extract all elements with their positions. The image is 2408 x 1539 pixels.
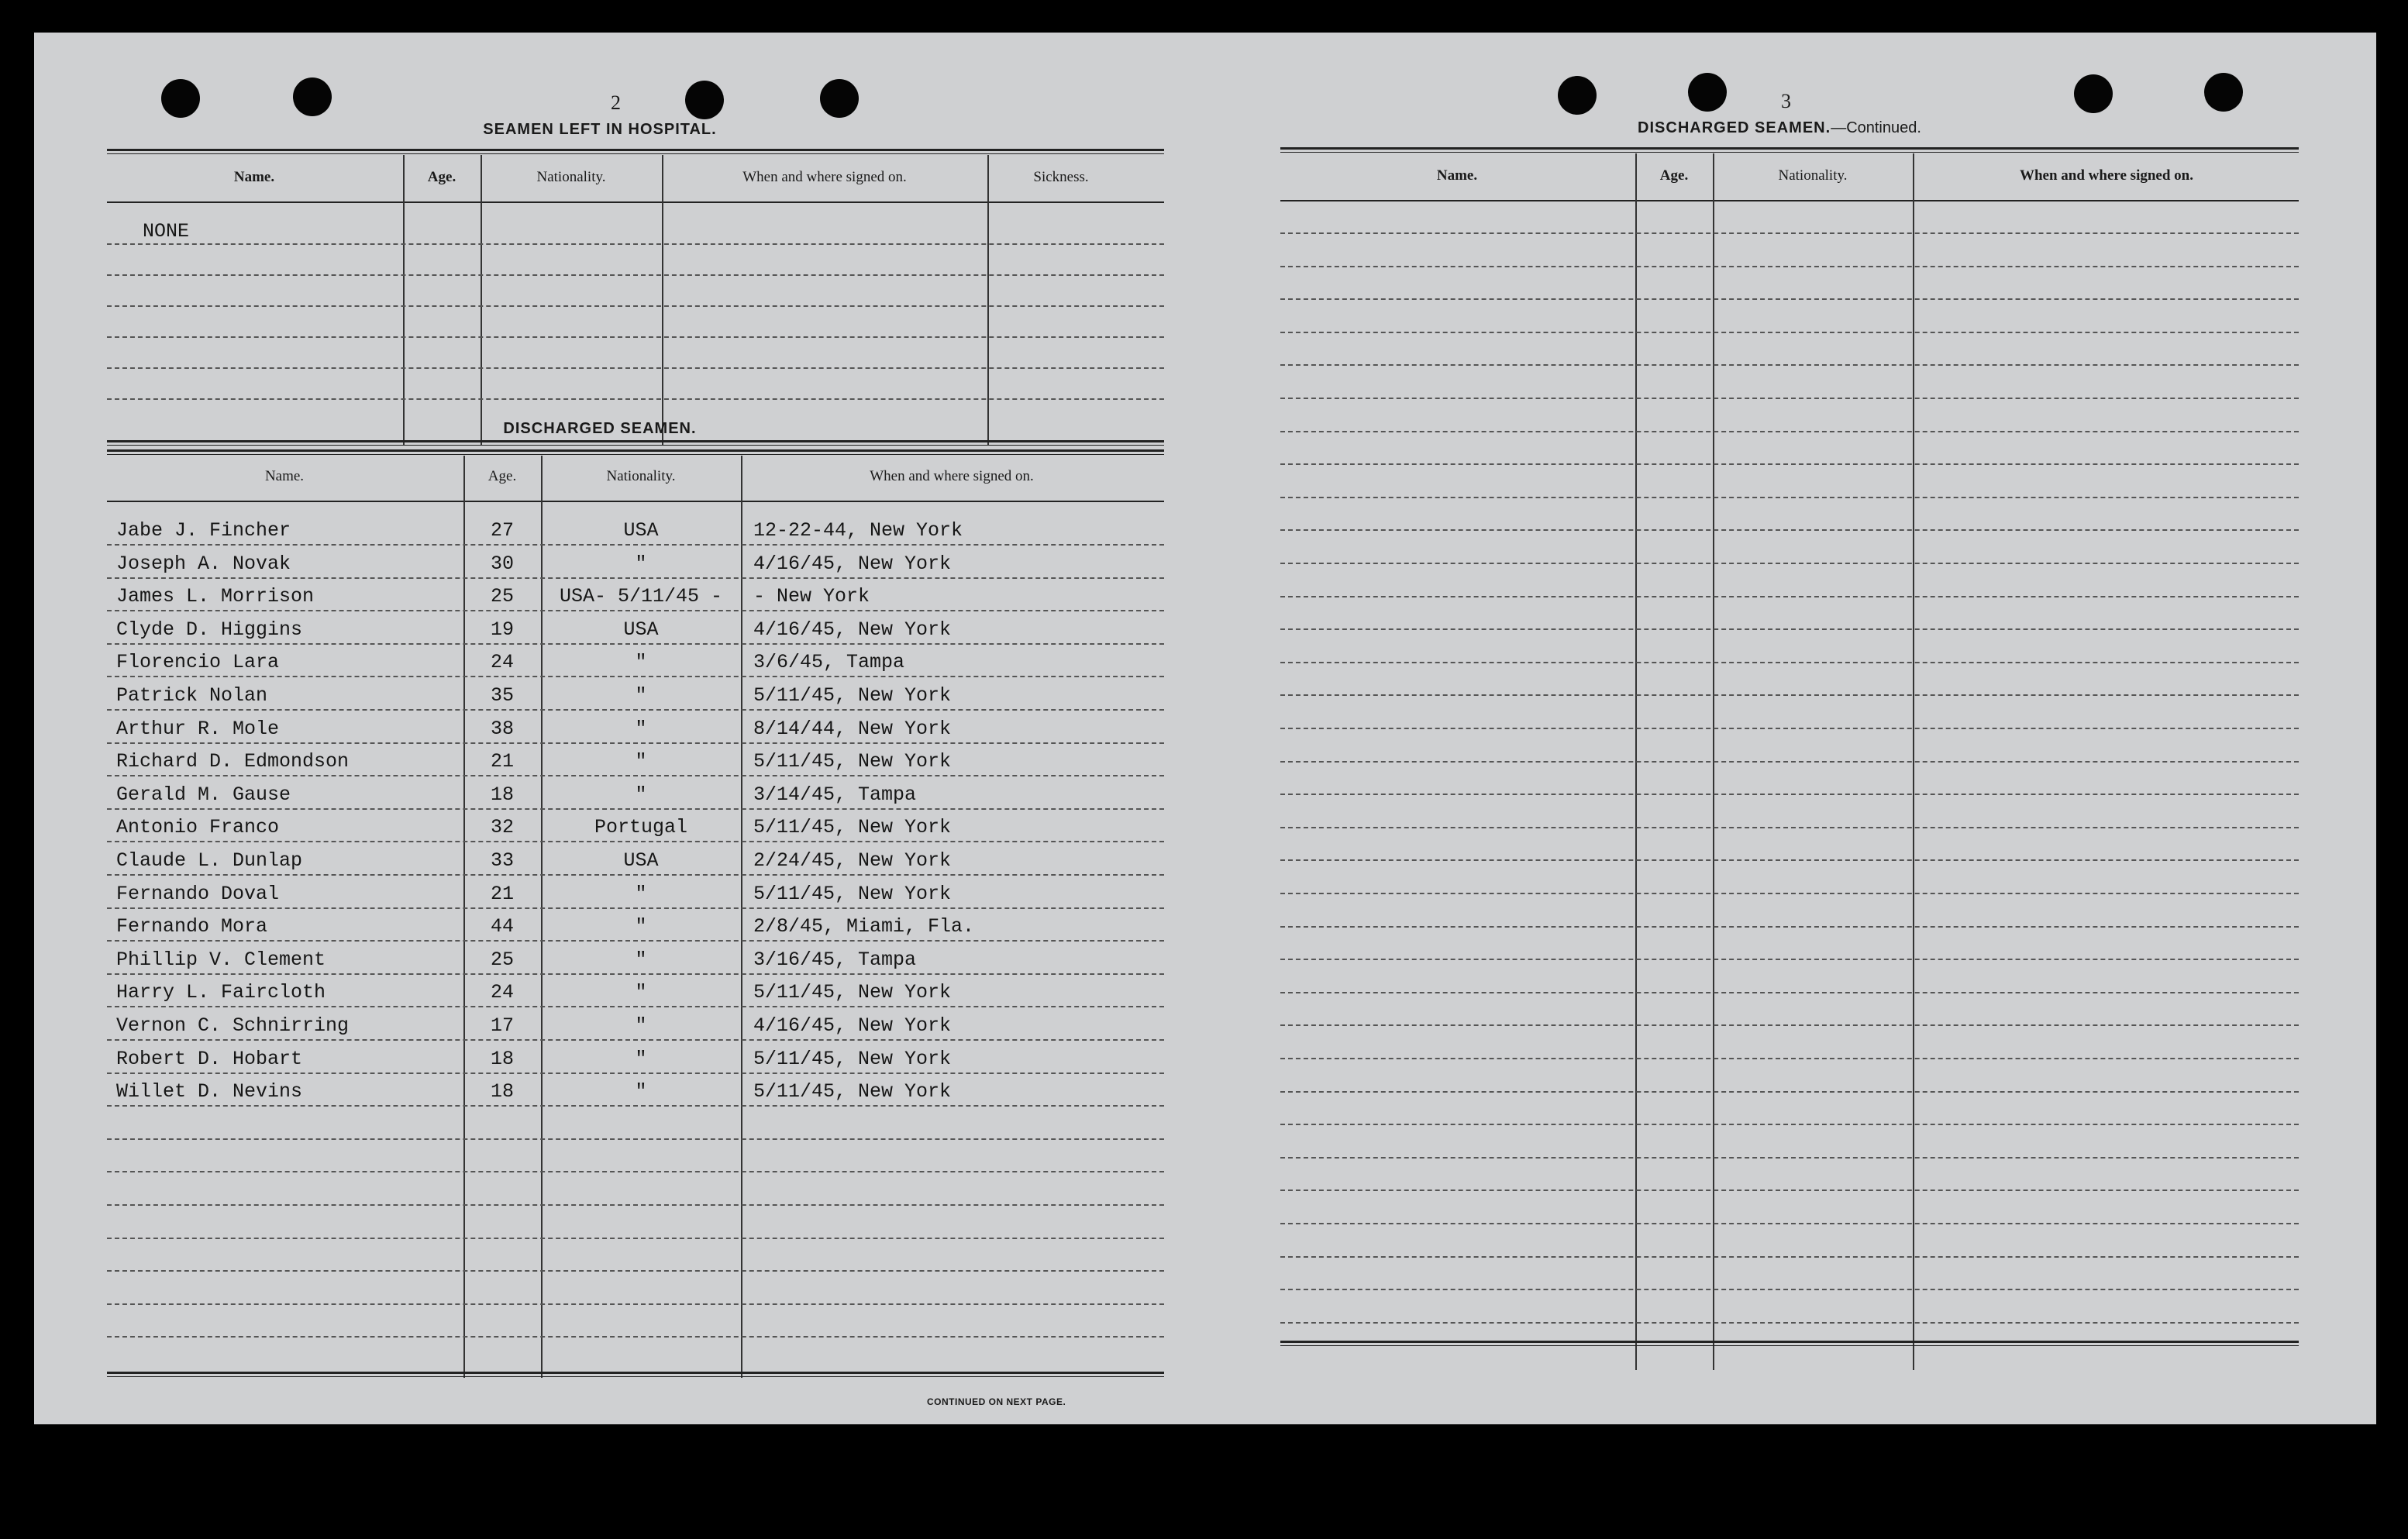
cell-signed-on: 3/6/45, Tampa [753,651,905,674]
ruled-line [1280,827,2299,828]
section-title [1547,119,2012,137]
cell-nationality: " [635,915,647,938]
ruled-line [1280,1223,2299,1224]
cell-name: Harry L. Faircloth [116,981,326,1004]
cell-name: Arthur R. Mole [116,717,280,740]
ruled-line [1280,497,2299,498]
ruled-line [1280,398,2299,399]
ruled-line [1280,694,2299,696]
table-rule [107,149,1164,154]
header-rule [1280,200,2299,201]
punch-hole [2074,74,2113,113]
ruled-line [107,1336,1164,1338]
column-header-nationality: Nationality. [606,468,676,484]
cell-age: 17 [490,1014,514,1037]
ruled-line [107,643,1164,645]
cell-name: Claude L. Dunlap [116,849,303,872]
cell-name: Clyde D. Higgins [116,618,303,641]
column-header-age: Age. [1659,167,1689,184]
cell-signed-on: 5/11/45, New York [753,816,952,839]
ruled-line [1280,1024,2299,1026]
cell-name: Fernando Doval [116,882,280,905]
ruled-line [1280,926,2299,928]
cell-age: 24 [490,981,514,1004]
column-header-signed-on: When and where signed on. [2019,167,2193,184]
cell-age: 25 [490,948,514,971]
ruled-line [107,367,1164,369]
cell-signed-on: 5/11/45, New York [753,1080,952,1103]
cell-signed-on: - New York [753,585,870,608]
cell-nationality: " [635,1047,647,1070]
ruled-line [107,973,1164,975]
column-header-nationality: Nationality. [536,169,606,185]
cell-age: 44 [490,915,514,938]
ruled-line [1280,1091,2299,1093]
cell-nationality: " [635,981,647,1004]
ruled-line [107,1105,1164,1107]
ruled-line [1280,1124,2299,1125]
cell-name: Joseph A. Novak [116,552,291,575]
punch-hole [2204,73,2243,112]
ruled-line [1280,859,2299,861]
ruled-line [107,1238,1164,1239]
cell-signed-on: 5/11/45, New York [753,981,952,1004]
right-page [1206,33,2376,1424]
ruled-line [107,1270,1164,1272]
cell-nationality: " [635,1014,647,1037]
column-header-age: Age. [427,169,456,185]
ruled-line [107,398,1164,400]
column-header-signed-on: When and where signed on. [870,468,1034,484]
cell-nationality: " [635,1080,647,1103]
cell-signed-on: 4/16/45, New York [753,552,952,575]
ruled-line [107,305,1164,307]
column-header-age: Age. [487,468,517,484]
column-header-sickness: Sickness. [1033,169,1089,185]
discharged-section-title: DISCHARGED SEAMEN. [503,420,697,437]
ruled-line [1280,992,2299,993]
cell-name: Gerald M. Gause [116,783,291,806]
ruled-line [107,709,1164,711]
page-number: 2 [611,91,621,114]
column-header-signed-on: When and where signed on. [742,169,907,185]
cell-age: 18 [490,783,514,806]
ruled-line [107,1006,1164,1007]
ruled-line [107,274,1164,276]
cell-name: James L. Morrison [116,585,315,608]
cell-signed-on: 2/24/45, New York [753,849,952,872]
ruled-line [1280,728,2299,729]
cell-name: Fernando Mora [116,915,268,938]
header-rule [107,201,1164,203]
cell-signed-on: 12-22-44, New York [753,519,963,542]
cell-signed-on: 8/14/44, New York [753,717,952,740]
cell-signed-on: 5/11/45, New York [753,1047,952,1070]
ruled-line [107,742,1164,744]
ruled-line [1280,761,2299,763]
cell-signed-on: 4/16/45, New York [753,1014,952,1037]
ruled-line [1280,893,2299,894]
cell-name: Florencio Lara [116,651,280,674]
punch-hole [820,79,859,118]
continued-note: CONTINUED ON NEXT PAGE. [927,1396,1066,1407]
ruled-line [1280,266,2299,267]
ruled-line [1280,1256,2299,1258]
cell-nationality: " [635,717,647,740]
cell-nationality: USA- 5/11/45 - [559,585,723,608]
cell-signed-on: 5/11/45, New York [753,684,952,707]
column-divider [481,155,482,445]
ruled-line [107,775,1164,776]
ruled-line [1280,959,2299,960]
ruled-line [107,808,1164,810]
cell-name: Antonio Franco [116,816,280,839]
cell-signed-on: 5/11/45, New York [753,882,952,905]
cell-age: 21 [490,882,514,905]
ruled-line [1280,1322,2299,1324]
punch-hole [293,77,332,116]
ruled-line [107,874,1164,876]
cell-age: 18 [490,1080,514,1103]
cell-signed-on: 5/11/45, New York [753,750,952,773]
column-header-nationality: Nationality. [1778,167,1848,184]
cell-nationality: Portugal [594,816,688,839]
ruled-line [107,336,1164,338]
ruled-line [1280,298,2299,300]
cell-signed-on: 3/16/45, Tampa [753,948,917,971]
ruled-line [107,1072,1164,1074]
cell-age: 33 [490,849,514,872]
cell-nationality: USA [623,849,659,872]
table-rule [1280,1341,2299,1346]
ruled-line [1280,1058,2299,1059]
section-title-main: DISCHARGED SEAMEN. [1638,119,1831,136]
punch-hole [161,79,200,118]
hospital-entry: NONE [143,220,190,243]
table-rule [1280,147,2299,153]
punch-hole [685,81,724,119]
cell-age: 21 [490,750,514,773]
cell-age: 25 [490,585,514,608]
ruled-line [1280,364,2299,366]
ruled-line [1280,1157,2299,1159]
cell-name: Richard D. Edmondson [116,750,350,773]
cell-nationality: " [635,882,647,905]
ruled-line [107,1204,1164,1206]
ruled-line [107,577,1164,579]
cell-signed-on: 4/16/45, New York [753,618,952,641]
cell-nationality: " [635,750,647,773]
ruled-line [107,841,1164,842]
left-page [34,33,1207,1424]
ruled-line [1280,1289,2299,1290]
ruled-line [1280,332,2299,333]
cell-name: Patrick Nolan [116,684,268,707]
ruled-line [107,940,1164,942]
cell-nationality: USA [623,618,659,641]
ruled-line [1280,662,2299,663]
cell-age: 18 [490,1047,514,1070]
cell-nationality: " [635,552,647,575]
column-header-name: Name. [233,169,275,185]
column-divider [987,155,989,445]
ruled-line [107,610,1164,611]
table-rule [107,440,1164,446]
column-header-name: Name. [1436,167,1478,184]
cell-nationality: " [635,684,647,707]
cell-signed-on: 2/8/45, Miami, Fla. [753,915,975,938]
ruled-line [107,1039,1164,1041]
ruled-line [1280,794,2299,795]
cell-nationality: " [635,948,647,971]
page-number: 3 [1781,90,1791,112]
cell-age: 19 [490,618,514,641]
ruled-line [107,676,1164,677]
ruled-line [1280,1190,2299,1191]
cell-age: 35 [490,684,514,707]
hospital-section-title: SEAMEN LEFT IN HOSPITAL. [483,121,717,138]
ruled-line [107,544,1164,546]
column-divider [662,155,663,445]
ruled-line [107,1138,1164,1140]
section-title-suffix: —Continued. [1831,119,1921,136]
header-rule [107,501,1164,502]
ruled-line [1280,431,2299,432]
punch-hole [1558,76,1597,115]
column-header-name: Name. [264,468,305,484]
cell-nationality: USA [623,519,659,542]
cell-name: Vernon C. Schnirring [116,1014,350,1037]
ruled-line [107,243,1164,245]
cell-name: Willet D. Nevins [116,1080,303,1103]
ruled-line [1280,529,2299,531]
cell-name: Phillip V. Clement [116,948,326,971]
cell-name: Robert D. Hobart [116,1047,303,1070]
cell-nationality: " [635,783,647,806]
cell-age: 24 [490,651,514,674]
table-rule [107,449,1164,455]
cell-name: Jabe J. Fincher [116,519,291,542]
cell-age: 30 [490,552,514,575]
cell-nationality: " [635,651,647,674]
punch-hole [1688,73,1727,112]
ruled-line [1280,563,2299,564]
cell-age: 38 [490,717,514,740]
cell-signed-on: 3/14/45, Tampa [753,783,917,806]
table-rule [107,1372,1164,1377]
ruled-line [1280,232,2299,234]
cell-age: 27 [490,519,514,542]
ruled-line [107,907,1164,909]
column-divider [403,155,405,445]
ruled-line [107,1171,1164,1172]
ruled-line [1280,628,2299,630]
ruled-line [107,1303,1164,1305]
ruled-line [1280,463,2299,465]
ruled-line [1280,596,2299,597]
column-divider [741,456,742,1378]
cell-age: 32 [490,816,514,839]
